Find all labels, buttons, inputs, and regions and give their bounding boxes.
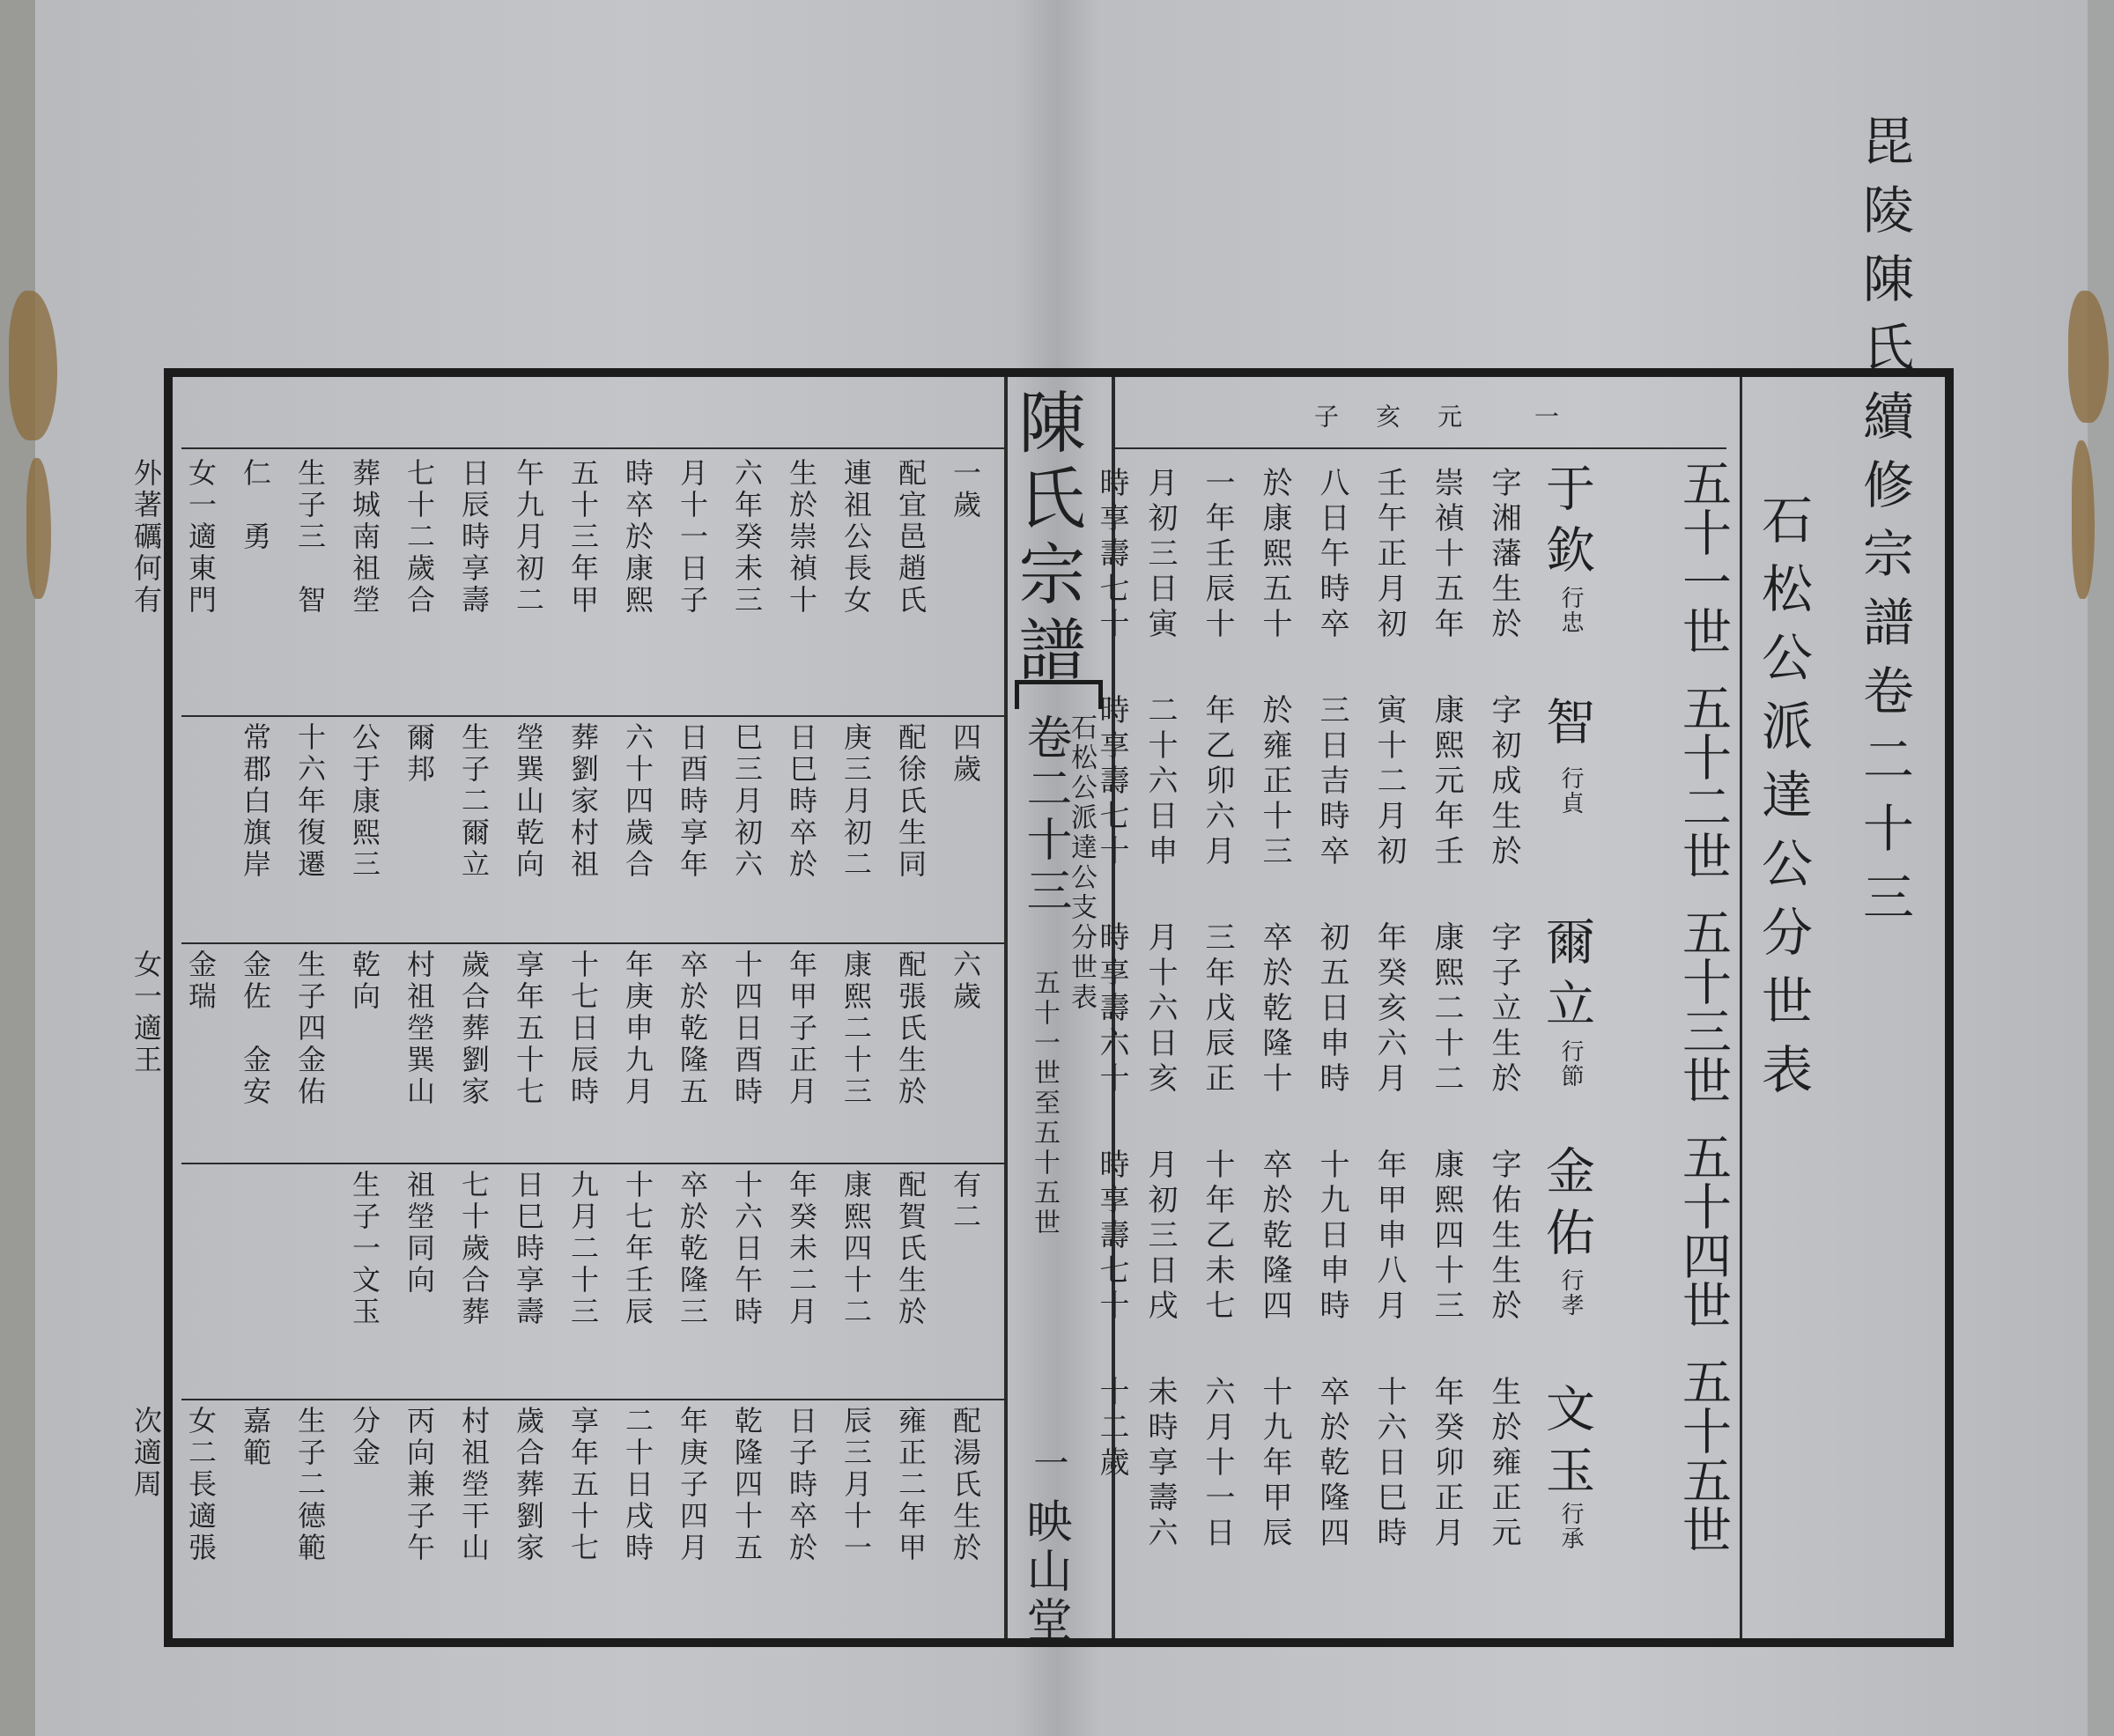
entry-text-4-1: 字佑生生於 [1486,1149,1521,1325]
entry-rank-4: 行孝 [1557,1268,1584,1318]
left-text-1-9: 午九月初二 [512,458,545,617]
entry-text-4-4: 十九日申時 [1314,1149,1349,1325]
entry-name-2: 智 [1538,696,1595,757]
entry-text-1-6: 一年壬辰十 [1200,467,1235,643]
page-number: 一 [1028,1444,1068,1492]
left-text-1-7: 時卒於康熙 [621,458,654,617]
left-text-3-2: 配張氏生於 [894,949,928,1108]
left-text-2-11: 爾邦 [403,722,436,786]
left-text-1-1: 一歲 [949,458,982,521]
left-text-4-7: 十七年壬辰 [621,1170,654,1328]
left-text-4-1: 有二 [949,1170,982,1233]
left-text-1-14: 仁 勇 [239,458,272,553]
entry-text-1-5: 於康熙五十 [1257,467,1292,643]
left-text-3-5: 十四日酉時 [730,949,764,1108]
left-text-2-7: 六十四歲合 [621,722,654,881]
left-text-3-11: 村祖塋巽山 [403,949,436,1108]
entry-text-3-6: 三年戊辰正 [1200,921,1235,1097]
entry-text-1-4: 八日午時卒 [1314,467,1349,643]
left-text-3-7: 年庚申九月 [621,949,654,1108]
left-text-5-5: 乾隆四十五 [730,1406,764,1564]
left-text-4-12: 生子一文玉 [348,1170,381,1328]
left-text-5-13: 生子二德範 [293,1406,327,1564]
right-page-edge [2088,0,2114,1736]
left-text-5-12: 分金 [348,1406,381,1469]
left-text-2-13: 十六年復遷 [293,722,327,881]
entry-text-1-1: 字湘藩生於 [1486,467,1521,643]
left-text-5-1: 配湯氏生於 [949,1406,982,1564]
left-text-1-13: 生子三 智 [293,458,327,617]
left-text-5-6: 年庚子四月 [676,1406,709,1564]
left-text-5-3: 辰三月十一 [839,1406,873,1564]
entry-text-3-7: 月十六日亥 [1142,921,1178,1097]
left-text-3-6: 卒於乾隆五 [676,949,709,1108]
left-text-2-3: 庚三月初二 [839,722,873,881]
entry-rank-5: 行承 [1557,1502,1584,1551]
section-title: 石松公派達公分世表 [1753,493,1813,1112]
left-text-3-8: 十七日辰時 [566,949,600,1108]
entry-text-3-8: 時享壽六十 [1094,921,1129,1097]
left-text-2-4: 日巳時卒於 [785,722,818,881]
entry-text-4-5: 卒於乾隆四 [1257,1149,1292,1325]
entry-text-2-1: 字初成生於 [1486,694,1521,870]
left-text-3-13: 生子四金佑 [293,949,327,1108]
generation-51: 五十一世 [1674,458,1732,655]
left-text-3-9: 享年五十七 [512,949,545,1108]
left-text-1-11: 七十二歲合 [403,458,436,617]
left-text-1-16: 外著礪何有 [129,458,163,617]
row-rule-2 [181,942,1004,944]
left-text-2-2: 配徐氏生同 [894,722,928,881]
entry-text-3-4: 初五日申時 [1314,921,1349,1097]
left-text-1-6: 月十一日子 [676,458,709,617]
entry-text-1-7: 月初三日寅 [1142,467,1178,643]
left-text-1-2: 配宜邑趙氏 [894,458,928,617]
left-text-5-8: 享年五十七 [566,1406,600,1564]
entry-text-5-1: 生於雍正元 [1486,1376,1521,1552]
centre-subtitle: 五十一世至五十五世 [1029,969,1060,1238]
entry-text-2-8: 時享壽七十 [1094,694,1129,870]
entry-name-3: 爾立 [1538,916,1595,1039]
entry-text-3-3: 年癸亥六月 [1371,921,1407,1097]
entry-rank-3: 行節 [1557,1039,1584,1089]
entry-text-4-2: 康熙四十三 [1429,1149,1464,1325]
left-text-1-4: 生於崇禎十 [785,458,818,617]
stain-left [9,291,57,440]
left-text-2-12: 公于康熙三 [348,722,381,881]
top-label-3: 亥 [1372,403,1401,433]
left-page-edge [0,0,35,1736]
top-label-2: 元 [1434,403,1463,433]
top-label-4: 子 [1311,403,1340,433]
generation-53: 五十三世 [1674,907,1732,1104]
entry-text-3-5: 卒於乾隆十 [1257,921,1292,1097]
entry-rank-2: 行貞 [1557,766,1584,816]
left-text-5-2: 雍正二年甲 [894,1406,928,1564]
entry-text-2-2: 康熙元年壬 [1429,694,1464,870]
left-text-3-14: 金佐 金安 [239,949,272,1108]
entry-name-1: 于欽 [1538,462,1595,586]
entry-text-1-3: 壬午正月初 [1371,467,1407,643]
left-text-4-5: 十六日午時 [730,1170,764,1328]
entry-text-5-5: 十九年甲辰 [1257,1376,1292,1552]
left-text-5-14: 嘉範 [239,1406,272,1469]
entry-text-2-4: 三日吉時卒 [1314,694,1349,870]
entry-text-5-8: 十二歲 [1094,1376,1129,1481]
left-text-3-4: 年甲子正月 [785,949,818,1108]
left-text-3-15: 金瑞 [184,949,218,1013]
header-rule-right [1115,447,1726,449]
left-text-3-16: 女一適王 [129,949,163,1076]
left-text-1-3: 連祖公長女 [839,458,873,617]
entry-text-4-7: 月初三日戌 [1142,1149,1178,1325]
fishtail-top [1015,680,1103,709]
row-rule-1 [181,715,1004,717]
left-text-4-9: 日巳時享壽 [512,1170,545,1328]
entry-text-4-8: 時享壽七十 [1094,1149,1129,1325]
left-text-2-9: 塋巽山乾向 [512,722,545,881]
left-text-5-15: 女二長適張 [184,1406,218,1564]
hall-name: 映山堂 [1018,1497,1071,1645]
left-text-5-7: 二十日戌時 [621,1406,654,1564]
entry-text-5-4: 卒於乾隆四 [1314,1376,1349,1552]
header-rule-left [181,447,1004,449]
left-text-2-1: 四歲 [949,722,982,786]
left-text-5-10: 村祖塋干山 [457,1406,491,1564]
left-text-2-10: 生子二爾立 [457,722,491,881]
left-text-4-6: 卒於乾隆三 [676,1170,709,1328]
entry-text-5-3: 十六日巳時 [1371,1376,1407,1552]
entry-text-4-3: 年甲申八月 [1371,1149,1407,1325]
left-text-4-3: 康熙四十二 [839,1170,873,1328]
entry-text-1-2: 崇禎十五年 [1429,467,1464,643]
generation-52: 五十二世 [1674,683,1732,880]
entry-text-5-2: 年癸卯正月 [1429,1376,1464,1552]
entry-text-3-2: 康熙二十二 [1429,921,1464,1097]
entry-text-2-6: 年乙卯六月 [1200,694,1235,870]
entry-text-1-8: 時享壽七十 [1094,467,1129,643]
entry-text-4-6: 十年乙未七 [1200,1149,1235,1325]
left-text-4-4: 年癸未二月 [785,1170,818,1328]
left-text-3-3: 康熙二十三 [839,949,873,1108]
top-label-1: 一 [1531,403,1560,433]
left-text-1-5: 六年癸未三 [730,458,764,617]
left-text-4-10: 七十歲合葬 [457,1170,491,1328]
left-text-2-14: 常郡白旗岸 [239,722,272,881]
left-text-4-8: 九月二十三 [566,1170,600,1328]
section-divider [1740,377,1742,1638]
centre-title: 陳氏宗譜 [1008,388,1086,691]
left-text-5-9: 歲合葬劉家 [512,1406,545,1564]
left-text-1-10: 日辰時享壽 [457,458,491,617]
left-text-5-11: 丙向兼子午 [403,1406,436,1564]
book-title: 毘陵陳氏續修宗譜卷二十三 [1854,115,1914,939]
entry-text-2-3: 寅十二月初 [1371,694,1407,870]
row-rule-4 [181,1399,1004,1400]
left-text-2-8: 葬劉家村祖 [566,722,600,881]
left-text-4-11: 祖塋同向 [403,1170,436,1296]
generation-55: 五十五世 [1674,1356,1732,1554]
left-text-4-2: 配賀氏生於 [894,1170,928,1328]
entry-name-5: 文玉 [1538,1383,1595,1506]
entry-text-2-5: 於雍正十三 [1257,694,1292,870]
entry-text-5-6: 六月十一日 [1200,1376,1235,1552]
centre-volume: 卷二十三 [1018,713,1071,918]
left-text-1-8: 五十三年甲 [566,458,600,617]
left-text-1-12: 葬城南祖塋 [348,458,381,617]
entry-name-4: 金佑 [1538,1145,1595,1268]
entry-rank-1: 行忠 [1557,586,1584,635]
entry-text-5-7: 未時享壽六 [1142,1376,1178,1552]
left-text-5-4: 日子時卒於 [785,1406,818,1564]
left-text-2-5: 巳三月初六 [730,722,764,881]
left-text-5-16: 次適周 [129,1406,163,1501]
left-text-3-1: 六歲 [949,949,982,1013]
entry-text-2-7: 二十六日申 [1142,694,1178,870]
row-rule-3 [181,1163,1004,1164]
left-text-3-12: 乾向 [348,949,381,1013]
centre-branch: 石松公派達公支分世表 [1066,713,1097,1013]
entry-text-3-1: 字子立生於 [1486,921,1521,1097]
generation-54: 五十四世 [1674,1132,1732,1329]
left-text-1-15: 女一適東門 [184,458,218,617]
left-text-3-10: 歲合葬劉家 [457,949,491,1108]
left-text-2-6: 日酉時享年 [676,722,709,881]
stain-left-2 [26,458,51,599]
